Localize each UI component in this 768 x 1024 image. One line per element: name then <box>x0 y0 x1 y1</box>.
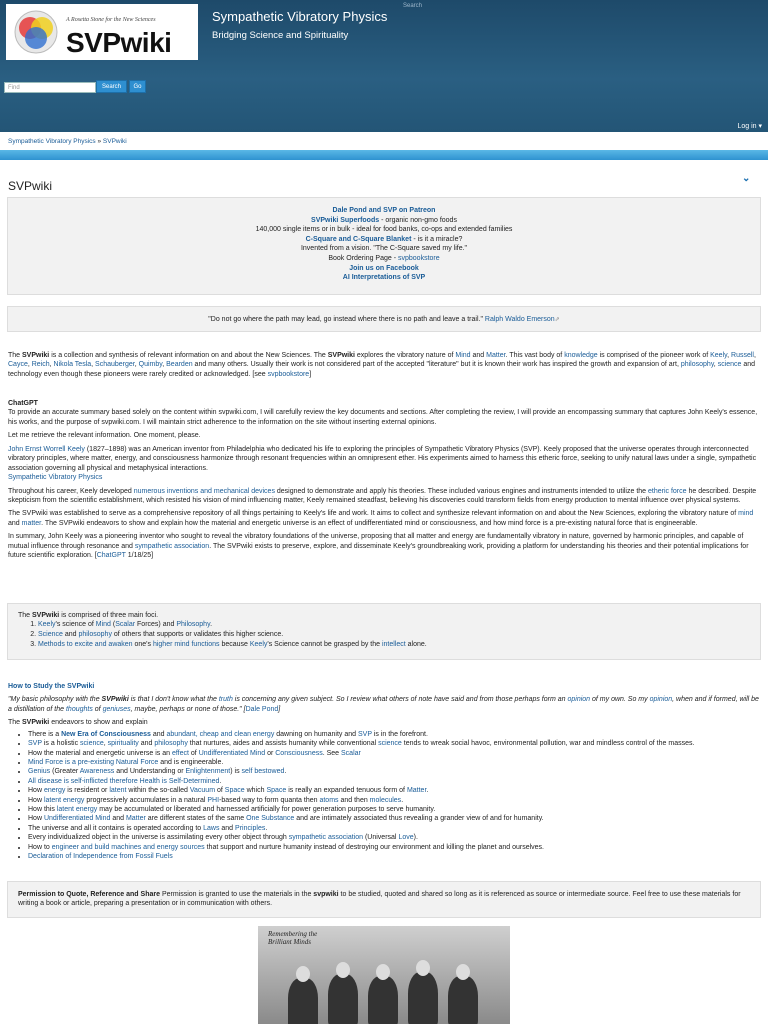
opinion-link[interactable]: opinion <box>649 696 673 704</box>
list-item <box>28 758 760 767</box>
list-text: How the material and energetic universe is an <box>28 749 172 757</box>
c-square-link[interactable]: C-Square and C-Square Blanket <box>305 235 412 243</box>
list-text: How <box>28 787 44 795</box>
foci-list <box>38 620 750 649</box>
list-item <box>28 796 760 805</box>
foci-text: The <box>18 612 33 619</box>
quote-author-link[interactable]: Ralph Waldo Emerson <box>484 316 555 323</box>
list-item <box>28 739 760 748</box>
foci-text: is comprised of three main foci. <box>59 612 159 619</box>
list-text: is in the forefront. <box>371 730 428 738</box>
effect-link[interactable]: effect <box>171 749 189 757</box>
list-item <box>28 767 760 776</box>
study-quote-text: is that I don't know what the <box>128 696 219 704</box>
intro-paragraph: The SVPwiki is a collection and synthesis of relevant information on and about the New Sciences. The SVPwiki explores the vibratory nature of Mind and Matter. This vast body of knowledge is comprised of the pioneer work of Keely, Russell, Cayce, Reich, Nikola Tesla, Schauberger, Quimby, Bearden and many others. Usually their work is not considered part of the accepted "literature" but it is known their work has inspired the growth and expansion of art, philosophy, science and technology even though these pioneers were rarely credited or acknowledged. [see svpbookstore] <box>8 352 756 378</box>
page-title: SVPwiki <box>8 179 53 193</box>
intro-svpwiki: SVPwiki <box>327 352 355 359</box>
brilliant-minds-photo[interactable] <box>258 926 510 1024</box>
health-link[interactable]: All disease is self-inflicted therefore Health is Self-Determined <box>28 777 220 785</box>
go-button[interactable]: Go <box>129 80 146 93</box>
mind-force-link[interactable]: Mind Force is a pre-existing Natural Force <box>28 758 159 766</box>
matter-link[interactable]: Matter <box>125 815 146 823</box>
study-quote-text: "My basic philosophy with the <box>8 696 102 704</box>
photo-figure <box>336 962 350 978</box>
list-text: How to <box>28 843 52 851</box>
permission-heading: Permission to Quote, Reference and Share <box>18 891 160 898</box>
site-header <box>0 0 768 132</box>
breadcrumb-separator: » <box>95 138 103 145</box>
chatgpt-heading: ChatGPT <box>8 400 38 407</box>
chatgpt-text: In summary, John Keely was a pioneering inventor who sought to reveal the vibratory foundations of the universe, proposing that all matter and energy are fundamentally vibratory in nature, governed by harmonic principles, and capable of mutual influence through resonance and <box>8 533 744 550</box>
quote-box <box>7 306 761 332</box>
promo-line-5: Invented from a vision. "The C-Square saved my life." <box>300 245 468 253</box>
opinion-link[interactable]: opinion <box>567 696 591 704</box>
photo-figure <box>296 966 310 982</box>
chatgpt-text: Throughout his career, Keely developed <box>8 487 134 495</box>
intro-text: ] <box>309 370 312 378</box>
knowledge-link[interactable]: knowledge <box>564 352 598 359</box>
foci-text: Forces) and <box>135 621 177 629</box>
foci-text: ( <box>110 621 116 629</box>
matter-link[interactable]: matter <box>21 519 42 527</box>
quimby-link[interactable]: Quimby <box>138 361 163 369</box>
study-quote-text: , maybe, perhaps or none of those." [ <box>130 705 246 713</box>
list-text: . <box>265 824 268 832</box>
inventions-link[interactable]: numerous inventions and mechanical devices <box>133 487 275 495</box>
promo-box <box>7 197 761 295</box>
chatgpt-paragraph-3: (1827–1898) was an American inventor from Philadelphia who dedicated his life to exploring the principles of Sympathetic Vibratory Physics (SVP). Keely proposed that the universe operates through interconnected vibratory principles, where matter, energy, and consciousness harmonize through resonant frequencies within an omnipresent ether. His experiments aimed to harness this etheric force, seeking to unify natural laws under a single, sympathetic association governing all physical and metaphysical interactions. <box>8 445 757 472</box>
self-bestowed-link[interactable]: self bestowed <box>241 768 285 776</box>
list-item <box>38 640 750 650</box>
list-text: may be accumulated or liberated and harnessed artificially for power generation purposes to serve humanity. <box>97 806 436 813</box>
list-text: that support and nurture humanity instead of destroying our environment and killing the planet and ourselves. <box>204 843 544 851</box>
science-link[interactable]: Science <box>38 631 63 639</box>
consciousness-link[interactable]: Consciousness <box>275 749 323 757</box>
intro-text: . This vast body of <box>505 352 565 359</box>
sympathetic-association-link[interactable]: sympathetic association <box>288 834 364 842</box>
foci-text: 's Science cannot be grasped by the <box>267 640 382 648</box>
mind-link[interactable]: Mind <box>455 352 471 359</box>
list-text: progressively accumulates in a natural <box>84 796 208 804</box>
list-text: . <box>219 777 222 785</box>
promo-line-3: 140,000 single items or in bulk - ideal for food banks, co-ops and extended families <box>255 226 513 234</box>
permission-box <box>7 881 761 918</box>
site-subtitle: Bridging Science and Spirituality <box>212 30 349 41</box>
russell-link[interactable]: Russell <box>731 352 754 359</box>
list-text: . See <box>322 749 342 757</box>
list-text: dawning on humanity and <box>274 730 358 738</box>
study-quote-text: , when and if formed, will be a distillation of the <box>8 696 759 713</box>
chatgpt-citation-link[interactable]: ChatGPT <box>96 552 126 560</box>
list-text: and are intimately associated thus revealing a grander view of and for humanity. <box>294 815 544 823</box>
site-title[interactable]: Sympathetic Vibratory Physics <box>212 9 388 24</box>
permission-svpwiki: svpwiki <box>313 891 339 898</box>
list-text: and <box>138 740 155 748</box>
philosophy-link[interactable]: philosophy <box>78 631 112 639</box>
list-item <box>38 630 750 640</box>
search-input[interactable]: Find <box>4 82 96 93</box>
cayce-link[interactable]: Cayce <box>8 361 28 369</box>
truth-link[interactable]: truth <box>218 696 233 704</box>
list-item <box>28 814 760 823</box>
list-item <box>28 805 760 814</box>
list-text: How <box>28 796 44 804</box>
list-text: which <box>244 787 267 795</box>
intro-text: is comprised of the pioneer work of <box>597 352 711 359</box>
list-text: . <box>284 768 287 776</box>
photo-figure <box>448 976 478 1024</box>
study-quote-text: of my own. So my <box>590 696 650 704</box>
intro-text: explores the vibratory nature of <box>354 352 456 359</box>
list-text: and Understanding or <box>114 768 186 776</box>
science-link[interactable]: science <box>80 740 104 748</box>
chevron-down-icon[interactable]: ⌄ <box>742 173 751 184</box>
clean-energy-link[interactable]: abundant, cheap and clean energy <box>166 730 275 738</box>
top-search-label: Search <box>403 3 423 9</box>
intro-text: The <box>8 352 23 359</box>
chatgpt-text: . The SVPwiki exists to preserve, explore, and disseminate Keely's groundbreaking work, providing a platform for understanding his theories and their potential implications for future scientific exploration. [ <box>8 542 749 560</box>
awareness-link[interactable]: Awareness <box>79 768 115 776</box>
site-logo[interactable] <box>6 4 198 60</box>
list-text: (Universal <box>363 834 399 842</box>
svp-link[interactable]: SVP <box>28 740 42 748</box>
atoms-link[interactable]: atoms <box>319 796 339 804</box>
intro-text: is a collection and synthesis of relevant information on and about the New Sciences. The <box>49 352 328 359</box>
matter-link[interactable]: Matter <box>486 352 506 359</box>
science-link[interactable]: science <box>378 740 402 748</box>
list-text: of <box>188 749 199 757</box>
declaration-link[interactable]: Declaration of Independence from Fossil Fuels <box>28 853 173 861</box>
logo-tagline: A Rosetta Stone for the New Sciences <box>66 17 156 23</box>
foci-text: and <box>62 631 79 639</box>
list-text: ). <box>413 834 418 842</box>
intro-text: and many others. Usually their work is not considered part of the accepted "literature" but it is known their work has inspired the growth and expansion of art, <box>192 361 681 369</box>
dale-pond-link[interactable]: Dale Pond <box>245 705 279 713</box>
list-text: are different states of the same <box>145 815 247 823</box>
list-text: tends to wreak social havoc, environmental pollution, war and mindless control of the masses. <box>401 740 695 748</box>
photo-figure <box>416 960 430 976</box>
foci-text: because <box>219 640 250 648</box>
philosophy-link[interactable]: philosophy <box>154 740 188 748</box>
logo-wordmark: SVPwiki <box>66 27 172 58</box>
latent-energy-link[interactable]: latent energy <box>56 806 98 813</box>
sympathetic-association-link[interactable]: sympathetic association <box>134 542 210 550</box>
molecules-link[interactable]: molecules <box>369 796 402 804</box>
breadcrumb <box>8 138 127 147</box>
list-text: and <box>219 824 236 832</box>
study-section <box>8 682 760 861</box>
list-item <box>28 749 760 758</box>
etheric-force-link[interactable]: etheric force <box>648 487 687 495</box>
list-text: within the so-called <box>126 787 190 795</box>
foci-text: of others that supports or validates this higher science. <box>111 631 284 639</box>
c-square-text: - is it a miracle? <box>411 235 463 243</box>
matter-link[interactable]: Matter <box>406 787 427 795</box>
list-item <box>28 824 760 833</box>
intellect-link[interactable]: intellect <box>381 640 406 648</box>
list-text: . <box>426 787 429 795</box>
list-text: and then <box>338 796 370 804</box>
principles-link[interactable]: Principles <box>235 824 266 832</box>
space-link[interactable]: Space <box>266 787 287 795</box>
list-text: and <box>150 730 167 738</box>
list-text: . <box>401 796 404 804</box>
photo-caption <box>268 930 317 946</box>
list-text: ) is <box>230 768 242 776</box>
breadcrumb-root-link[interactable]: Sympathetic Vibratory Physics <box>8 138 96 145</box>
foci-text: one's <box>132 640 153 648</box>
photo-figure <box>288 978 318 1024</box>
latent-energy-link[interactable]: latent energy <box>43 796 85 804</box>
keely-link[interactable]: Keely <box>249 640 268 648</box>
keely-link[interactable]: Keely <box>710 352 728 359</box>
patreon-link[interactable]: Dale Pond and SVP on Patreon <box>332 207 436 214</box>
genius-link[interactable]: Genius <box>28 768 51 776</box>
space-link[interactable]: Space <box>224 787 245 795</box>
foci-svpwiki: SVPwiki <box>32 612 60 619</box>
list-item <box>28 777 760 786</box>
chatgpt-paragraph-2: Let me retrieve the relevant information. One moment, please. <box>8 432 201 440</box>
study-quote-text: of <box>92 705 103 713</box>
photo-figure <box>328 974 358 1024</box>
intro-text: and <box>470 352 487 359</box>
keely-link[interactable]: Keely <box>38 621 56 629</box>
tesla-link[interactable]: Nikola Tesla <box>53 361 92 369</box>
foci-text: . <box>210 621 213 629</box>
foci-text: 's science of <box>55 621 96 629</box>
study-heading-link[interactable]: How to Study the SVPwiki <box>8 683 95 690</box>
list-text: of <box>215 787 225 795</box>
photo-figure <box>408 972 438 1024</box>
thoughts-link[interactable]: thoughts <box>65 705 93 713</box>
spirituality-link[interactable]: spirituality <box>107 740 139 748</box>
permission-text: Permission is granted to use the materials in the <box>160 891 314 898</box>
foci-text: alone. <box>405 640 427 648</box>
study-svpwiki: SVPwiki <box>101 696 129 704</box>
geniuses-link[interactable]: geniuses <box>102 705 131 713</box>
vacuum-link[interactable]: Vacuum <box>189 787 216 795</box>
study-quote-text: is concerning any given subject. So I review what others of note have said and from those perhaps form an <box>232 696 568 704</box>
philosophy-link[interactable]: philosophy <box>680 361 714 369</box>
list-item <box>28 833 760 842</box>
list-text: How this <box>28 806 57 813</box>
login-menu[interactable]: Log in ▾ <box>737 123 762 130</box>
list-text: , <box>103 740 108 748</box>
mind-link[interactable]: Mind <box>95 621 111 629</box>
logo-emblem-icon <box>10 8 70 56</box>
reich-link[interactable]: Reich <box>31 361 50 369</box>
undifferentiated-mind-link[interactable]: Undifferentiated Mind <box>43 815 111 823</box>
chatgpt-text: designed to demonstrate and apply his theories. These included various engines and instruments intended to utilize the <box>274 487 649 495</box>
chatgpt-text: he described. Despite skepticism from the scientific establishment, which resisted his vision of mind influencing matter, Keely remained steadfast, believing his discoveries could transform fields from energy production to mental influence over physical systems. <box>8 487 757 504</box>
philosophy-link[interactable]: Philosophy <box>176 621 211 629</box>
study-svpwiki: SVPwiki <box>22 719 50 727</box>
search-button[interactable]: Search <box>96 80 127 93</box>
svp-link[interactable]: SVP <box>358 730 372 738</box>
energy-link[interactable]: energy <box>43 787 66 795</box>
science-link[interactable]: science <box>717 361 742 369</box>
ai-interpretations-link[interactable]: AI Interpretations of SVP <box>342 274 426 282</box>
list-text: Every individualized object in the universe is assimilating every other object through <box>28 834 289 842</box>
photo-caption-line: Brilliant Minds <box>268 938 311 946</box>
list-text: is resident or <box>65 787 110 795</box>
one-substance-link[interactable]: One Substance <box>246 815 295 823</box>
methods-link[interactable]: Methods to excite and awaken <box>38 640 133 648</box>
list-text: is really an expanded tenuous form of <box>286 787 407 795</box>
list-text: that nurtures, aides and assists humanity while conventional <box>187 740 379 748</box>
chatgpt-text: 1/18/25] <box>125 552 154 560</box>
list-text: or <box>265 749 276 757</box>
accent-bar <box>0 150 768 160</box>
chatgpt-paragraph-1: To provide an accurate summary based solely on the content within svpwiki.com, I will carefully review the key documents and sections. After completing the review, I will provide an encompassing summary that captures John Keely's essence, his works, and the purpose of svpwiki.com. I will maintain strict adherence to the information on the site without inserting external opinions. <box>8 409 758 426</box>
new-era-link[interactable]: New Era of Consciousness <box>61 730 151 738</box>
intro-text: and technology even though these pioneers were rarely credited or acknowledged. [see <box>8 361 756 378</box>
scalar-link[interactable]: Scalar <box>341 749 361 757</box>
love-link[interactable]: Love <box>398 834 414 842</box>
list-item <box>28 786 760 795</box>
list-text: and <box>110 815 126 823</box>
list-item <box>28 730 760 739</box>
engineer-machines-link[interactable]: engineer and build machines and energy sources <box>51 843 205 851</box>
endeavor-list <box>28 730 760 862</box>
list-item <box>38 620 750 630</box>
superfoods-text: - organic non-gmo foods <box>379 216 457 224</box>
list-item <box>28 852 760 861</box>
study-text: The <box>8 719 23 727</box>
photo-caption-line: Remembering the <box>268 930 318 938</box>
list-text: There is a <box>28 730 62 738</box>
list-text: and is engineerable. <box>158 758 224 766</box>
quote-text: "Do not go where the path may lead, go instead where there is no path and leave a trail." <box>208 316 485 323</box>
laws-link[interactable]: Laws <box>203 824 220 832</box>
list-text: -based way to form quanta then <box>219 796 320 804</box>
foci-box <box>7 603 761 660</box>
chatgpt-section <box>8 399 760 565</box>
svpbookstore-link[interactable]: svpbookstore <box>398 254 440 262</box>
phi-link[interactable]: PHI <box>207 796 220 804</box>
superfoods-link[interactable]: SVPwiki Superfoods <box>311 216 380 224</box>
chatgpt-text: . The SVPwiki endeavors to show and explain how the material and energetic universe is an effect of undifferentiated mind or consciousness, and how mind force is a pre-existing natural force that is engineerable. <box>41 519 698 527</box>
intro-svpwiki: SVPwiki <box>22 352 50 359</box>
photo-figure <box>456 964 470 980</box>
list-text: (Greater <box>50 768 80 776</box>
photo-figure <box>376 964 390 980</box>
study-text: endeavors to show and explain <box>49 719 148 727</box>
facebook-link[interactable]: Join us on Facebook <box>349 264 419 272</box>
schauberger-link[interactable]: Schauberger <box>95 361 135 369</box>
photo-figure <box>368 976 398 1024</box>
chatgpt-text: The SVPwiki was established to serve as a comprehensive repository of all things pertaining to Keely's life and work. It aims to collect and synthesize relevant information on and about the New Sciences, exploring the vibratory nature of <box>8 510 739 518</box>
list-text: How <box>28 815 44 823</box>
mind-link[interactable]: mind <box>738 510 754 518</box>
list-item <box>28 843 760 852</box>
list-text: The universe and all it contains is operated according to <box>28 824 204 832</box>
keely-name-link[interactable]: John Ernst Worrell Keely <box>8 445 85 453</box>
higher-mind-link[interactable]: higher mind functions <box>152 640 220 648</box>
permission-text: to be studied, quoted and shared so long as it is referenced as source or intermediate source. Feel free to use these materials for writing a book or article, preparing a presentation or in communication with others. <box>18 891 741 908</box>
list-text: is a holistic <box>41 740 81 748</box>
undifferentiated-mind-link[interactable]: Undifferentiated Mind <box>198 749 266 757</box>
study-quote-text: ] <box>278 705 281 713</box>
book-ordering-text: Book Ordering Page - <box>328 254 398 262</box>
breadcrumb-current-link[interactable]: SVPwiki <box>102 138 127 145</box>
svp-link[interactable]: Sympathetic Vibratory Physics <box>8 474 103 482</box>
chatgpt-text: and <box>8 519 22 527</box>
bearden-link[interactable]: Bearden <box>166 361 193 369</box>
latent-link[interactable]: latent <box>109 787 127 795</box>
external-link-icon: ⇗ <box>554 317 560 323</box>
enlightenment-link[interactable]: Enlightenment <box>185 768 231 776</box>
svpbookstore-link[interactable]: svpbookstore <box>267 370 310 378</box>
scalar-link[interactable]: Scalar <box>115 621 136 629</box>
